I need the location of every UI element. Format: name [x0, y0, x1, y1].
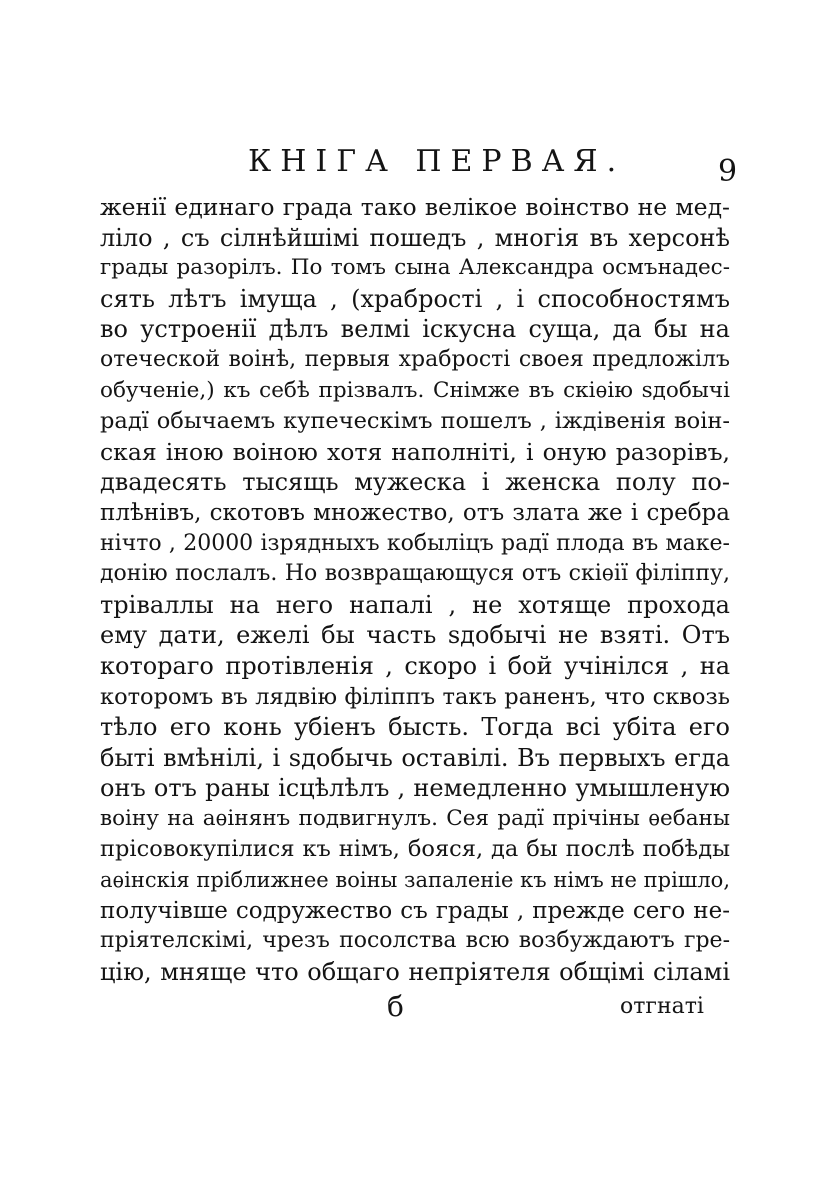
text-line: пріятелскімі, чрезъ посолства всю возбуждаютъ гре- — [100, 928, 730, 954]
text-line: цію, мняще что общаго непріятеля общімі сіламі — [100, 957, 730, 986]
text-line: отеческой воінѣ, первыя храбрості своея предложілъ — [100, 346, 730, 372]
text-line: тріваллы на него напалі , не хотяще прохода — [100, 590, 730, 619]
text-line: прісовокупілися къ німъ, бояся, да бы послѣ побѣды — [100, 836, 730, 863]
text-line: донію послалъ. Но возвращающуся отъ скіѳії філіппу, — [100, 561, 730, 587]
text-line: получівше содружество съ грады , прежде сего не- — [100, 897, 730, 924]
text-line: сять лѣтъ імуща , (храбрості , і способностямъ — [100, 284, 730, 313]
text-line: женії единаго града тако велікое воінство не мед- — [100, 193, 730, 221]
text-line: обученіе,) къ себѣ прізвалъ. Снімже въ скіѳію ѕдобычі — [100, 377, 730, 403]
text-line: во устроенії дѣлъ велмі іскусна суща, да бы на — [100, 315, 730, 344]
text-line: ская іною воіною хотя наполніті, і оную разорівъ, — [100, 437, 730, 466]
text-line: двадесять тысящь мужеска і женска полу по- — [100, 468, 730, 497]
running-head — [0, 142, 840, 189]
signature-mark: б — [387, 990, 404, 1023]
running-title: КНІГА ПЕРВАЯ. — [248, 144, 626, 179]
text-line: грады разорілъ. По томъ сына Александра осмънадес- — [100, 255, 730, 281]
body-text — [100, 192, 730, 987]
text-line: котораго протівленія , скоро і бой учінілся , на — [100, 651, 730, 680]
text-line: нічто , 20000 ізрядныхъ кобыліцъ радї плода въ маке- — [100, 530, 730, 556]
text-line: тѣло его конь убіенъ бысть. Тогда всі убіта его — [100, 713, 730, 742]
page-number: 9 — [718, 154, 738, 189]
catchword: отгнаті — [620, 994, 704, 1019]
page-footer — [0, 990, 840, 1026]
text-line: воіну на аѳінянъ подвигнулъ. Сея радї прічіны ѳебаны — [100, 805, 730, 831]
text-line: плѣнівъ, скотовъ множество, отъ злата же і сребра — [100, 499, 730, 526]
text-line: быті вмѣнілі, і ѕдобычь оставілі. Въ первыхъ егда — [100, 743, 730, 772]
text-line: ему дати, ежелі бы часть ѕдобычі не взяті. Отъ — [100, 621, 730, 650]
text-line: которомъ въ лядвію філіппъ такъ раненъ, что сквозь — [100, 683, 730, 710]
text-line: ліло , съ сілнѣйшімі пошедъ , многія въ херсонѣ — [100, 223, 730, 252]
text-line: аѳінскія пріближнее воіны запаленіе къ німъ не прішло, — [100, 868, 730, 893]
text-line: онъ отъ раны ісцѣлѣлъ , немедленно умышленую — [100, 774, 730, 803]
text-line: радї обычаемъ купеческімъ пошелъ , іждівенія воін- — [100, 408, 730, 435]
